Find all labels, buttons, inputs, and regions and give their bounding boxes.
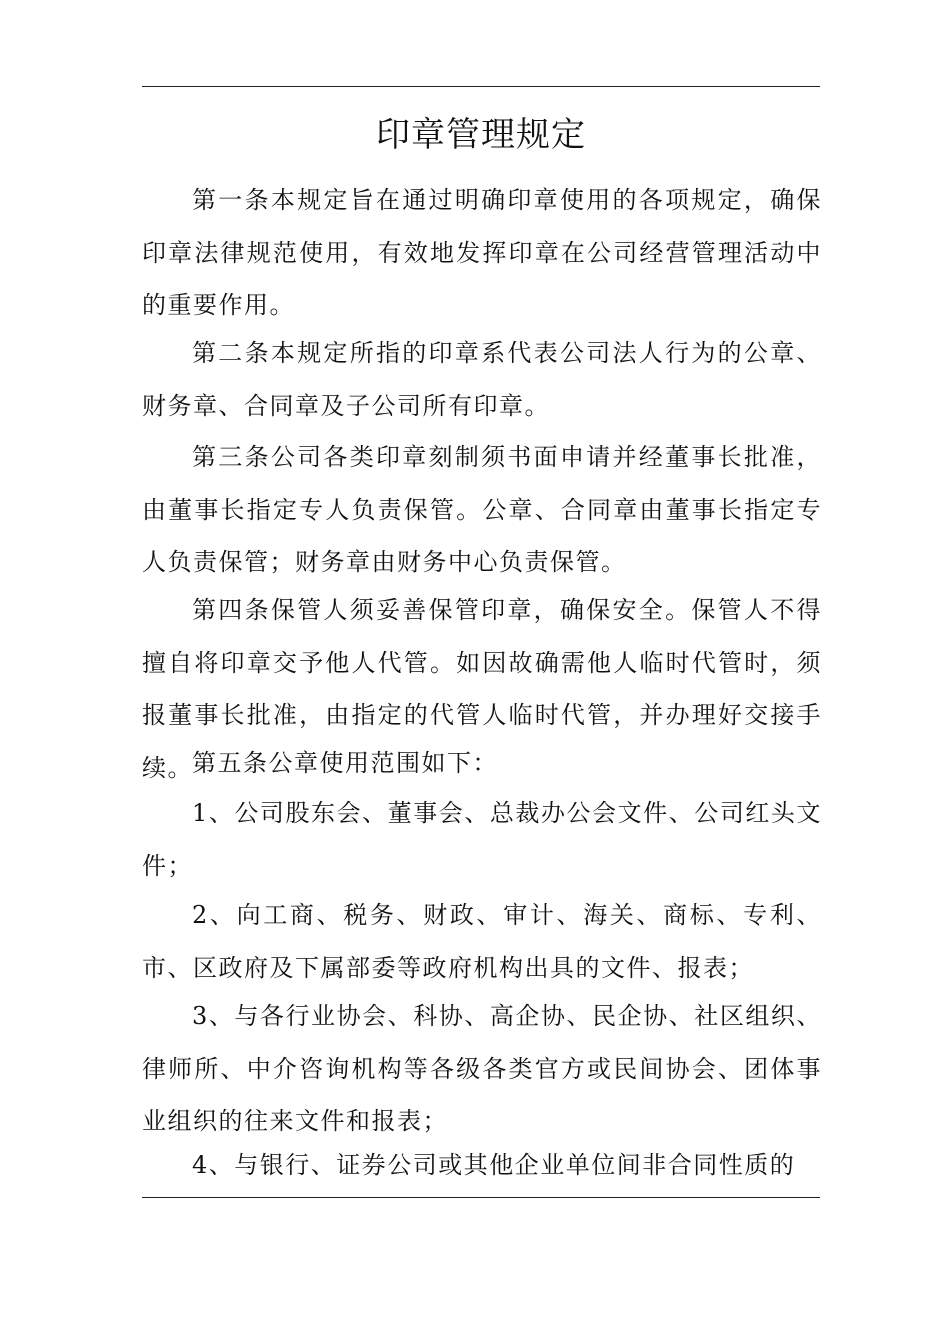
paragraph-article-5: 第五条公章使用范围如下： bbox=[192, 749, 498, 777]
list-item-4: 4、与银行、证券公司或其他企业单位间非合同性质的 bbox=[192, 1151, 796, 1179]
list-item-3: 3、与各行业协会、科协、高企协、民企协、社区组织、律师所、中介咨询机构等各级各类官方或民间协会、团体事业组织的往来文件和报表； bbox=[142, 1002, 822, 1135]
document-title: 印章管理规定 bbox=[376, 115, 586, 155]
paragraph-article-2: 第二条本规定所指的印章系代表公司法人行为的公章、财务章、合同章及子公司所有印章。 bbox=[142, 339, 822, 420]
paragraph-article-1: 第一条本规定旨在通过明确印章使用的各项规定，确保印章法律规范使用，有效地发挥印章在公司经营管理活动中的重要作用。 bbox=[142, 186, 822, 319]
header-rule bbox=[142, 86, 820, 87]
list-item-2: 2、向工商、税务、财政、审计、海关、商标、专利、市、区政府及下属部委等政府机构出具的文件、报表； bbox=[142, 901, 822, 982]
paragraph-article-3: 第三条公司各类印章刻制须书面申请并经董事长批准，由董事长指定专人负责保管。公章、合同章由董事长指定专人负责保管；财务章由财务中心负责保管。 bbox=[142, 443, 822, 576]
list-item-1: 1、公司股东会、董事会、总裁办公会文件、公司红头文件； bbox=[142, 799, 822, 880]
footer-rule bbox=[142, 1197, 820, 1198]
paragraph-article-4: 第四条保管人须妥善保管印章，确保安全。保管人不得擅自将印章交予他人代管。如因故确需他人临时代管时，须报董事长批准，由指定的代管人临时代管，并办理好交接手续。 bbox=[142, 596, 822, 782]
